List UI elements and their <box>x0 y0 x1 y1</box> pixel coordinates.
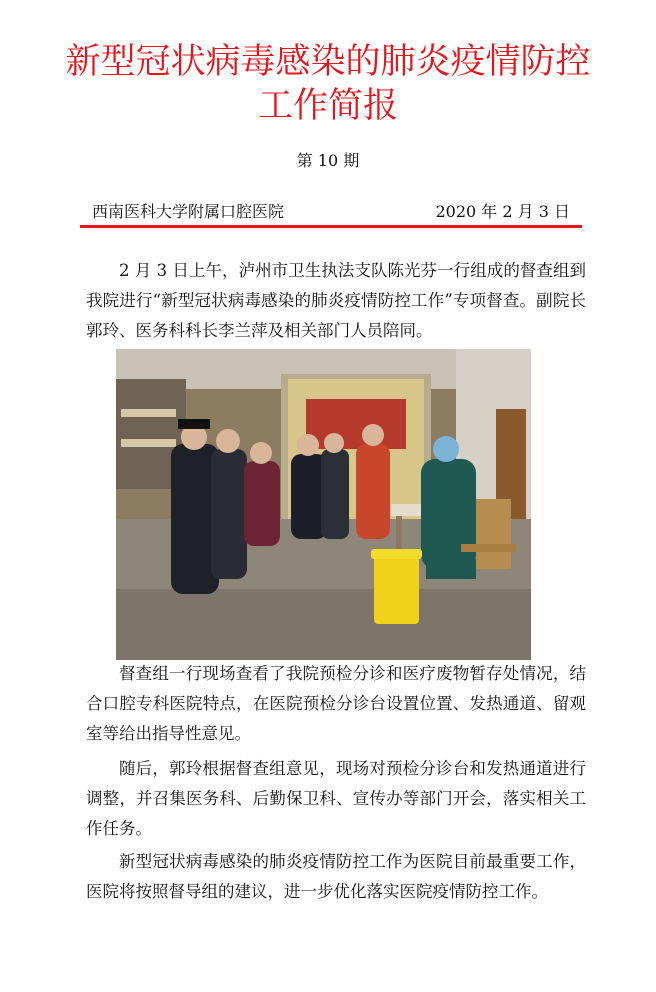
publish-date: 2020 年 2 月 3 日 <box>435 202 570 221</box>
header-divider <box>80 225 582 228</box>
organization-name: 西南医科大学附属口腔医院 <box>92 202 285 221</box>
paragraph-3: 随后，郭玲根据督查组意见，现场对预检分诊台和发热通道进行调整，并召集医务科、后勤保卫科、宣传办等部门开会，落实相关工作任务。 <box>86 759 586 838</box>
photo-illustration <box>116 349 531 660</box>
page-title-line1: 新型冠状病毒感染的肺炎疫情防控 <box>65 42 591 82</box>
paragraph-2: 督查组一行现场查看了我院预检分诊和医疗废物暂存处情况，结合口腔专科医院特点，在医院预检分诊台设置位置、发热通道、留观室等给出指导性意见。 <box>86 664 586 743</box>
issue-number: 第 10 期 <box>296 151 360 170</box>
paragraph-1: 2 月 3 日上午，泸州市卫生执法支队陈光芬一行组成的督查组到我院进行“新型冠状病毒感染的肺炎疫情防控工作”专项督查。副院长郭玲、医务科科长李兰萍及相关部门人员陪同。 <box>86 261 586 340</box>
paragraph-4: 新型冠状病毒感染的肺炎疫情防控工作为医院目前最重要工作，医院将按照督导组的建议，进一步优化落实医院疫情防控工作。 <box>86 852 586 901</box>
inspection-photo <box>116 349 531 660</box>
page-title-line2: 工作简报 <box>257 86 398 126</box>
